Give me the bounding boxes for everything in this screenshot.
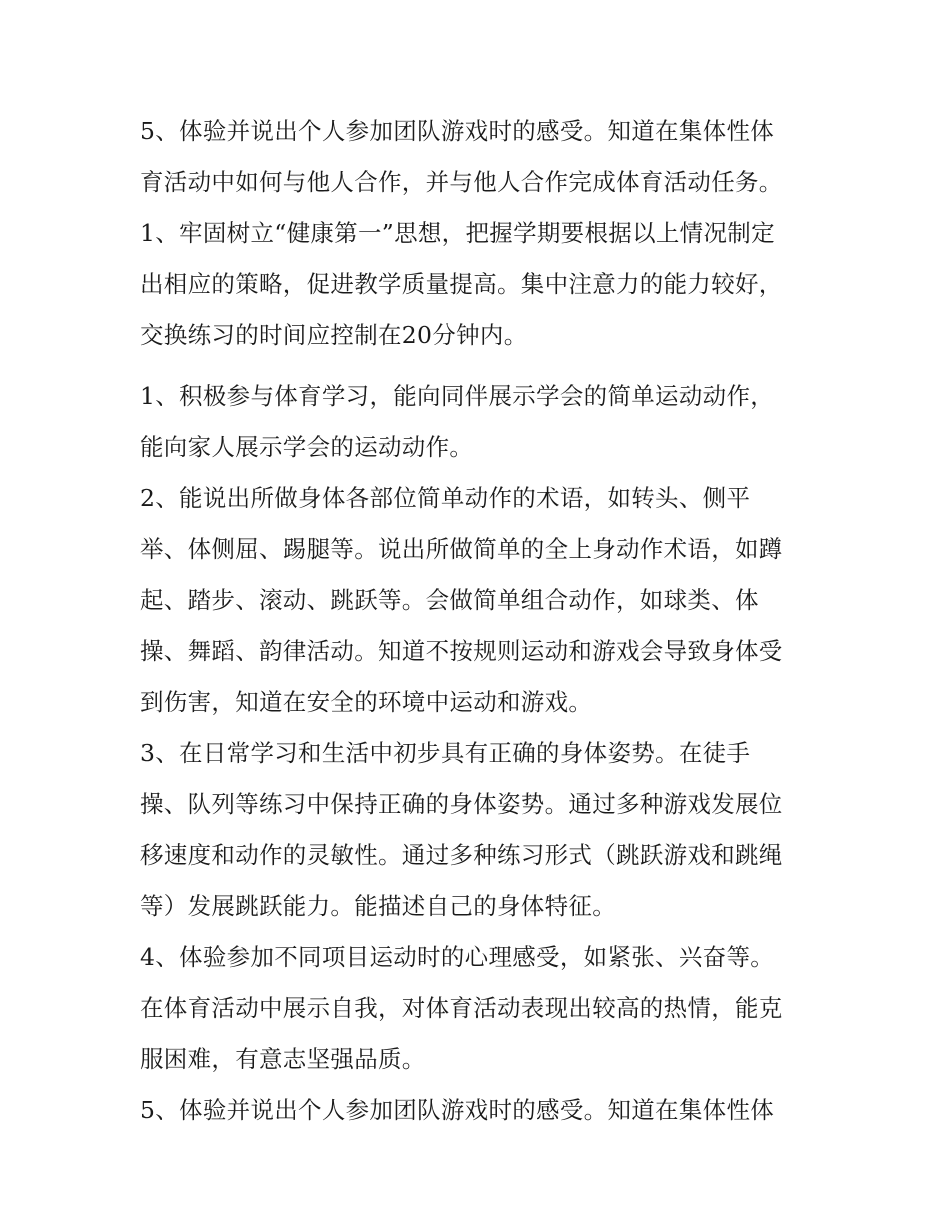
text-line: 到伤害，知道在安全的环境中运动和游戏。 [140,688,593,716]
text-line: 育活动中如何与他人合作，并与他人合作完成体育活动任务。 [140,168,783,196]
text-line: 等）发展跳跃能力。能描述自己的身体特征。 [140,892,616,920]
text-line: 服困难，有意志坚强品质。 [140,1045,426,1073]
text-line: 1、牢固树立“健康第一”思想，把握学期要根据以上情况制定 [140,219,775,247]
text-line: 交换练习的时间应控制在20分钟内。 [140,321,528,349]
text-line: 5、体验并说出个人参加团队游戏时的感受。知道在集体性体 [140,1096,775,1124]
text-line: 出相应的策略，促进教学质量提高。集中注意力的能力较好， [140,270,783,298]
text-line: 在体育活动中展示自我，对体育活动表现出较高的热情，能克 [140,994,783,1022]
text-line: 操、舞蹈、韵律活动。知道不按规则运动和游戏会导致身体受 [140,637,783,665]
text-line: 5、体验并说出个人参加团队游戏时的感受。知道在集体性体 [140,117,775,145]
text-line: 2、能说出所做身体各部位简单动作的术语，如转头、侧平 [140,484,751,512]
text-line: 4、体验参加不同项目运动时的心理感受，如紧张、兴奋等。 [140,943,775,971]
text-line: 3、在日常学习和生活中初步具有正确的身体姿势。在徒手 [140,739,751,767]
text-line: 能向家人展示学会的运动动作。 [140,433,474,461]
document-body [140,106,830,1136]
text-line: 操、队列等练习中保持正确的身体姿势。通过多种游戏发展位 [140,790,783,818]
text-line: 移速度和动作的灵敏性。通过多种练习形式（跳跃游戏和跳绳 [140,841,783,869]
text-line: 1、积极参与体育学习，能向同伴展示学会的简单运动动作， [140,382,775,410]
text-line: 起、踏步、滚动、跳跃等。会做简单组合动作，如球类、体 [140,586,759,614]
text-line: 举、体侧屈、踢腿等。说出所做简单的全上身动作术语，如蹲 [140,535,783,563]
